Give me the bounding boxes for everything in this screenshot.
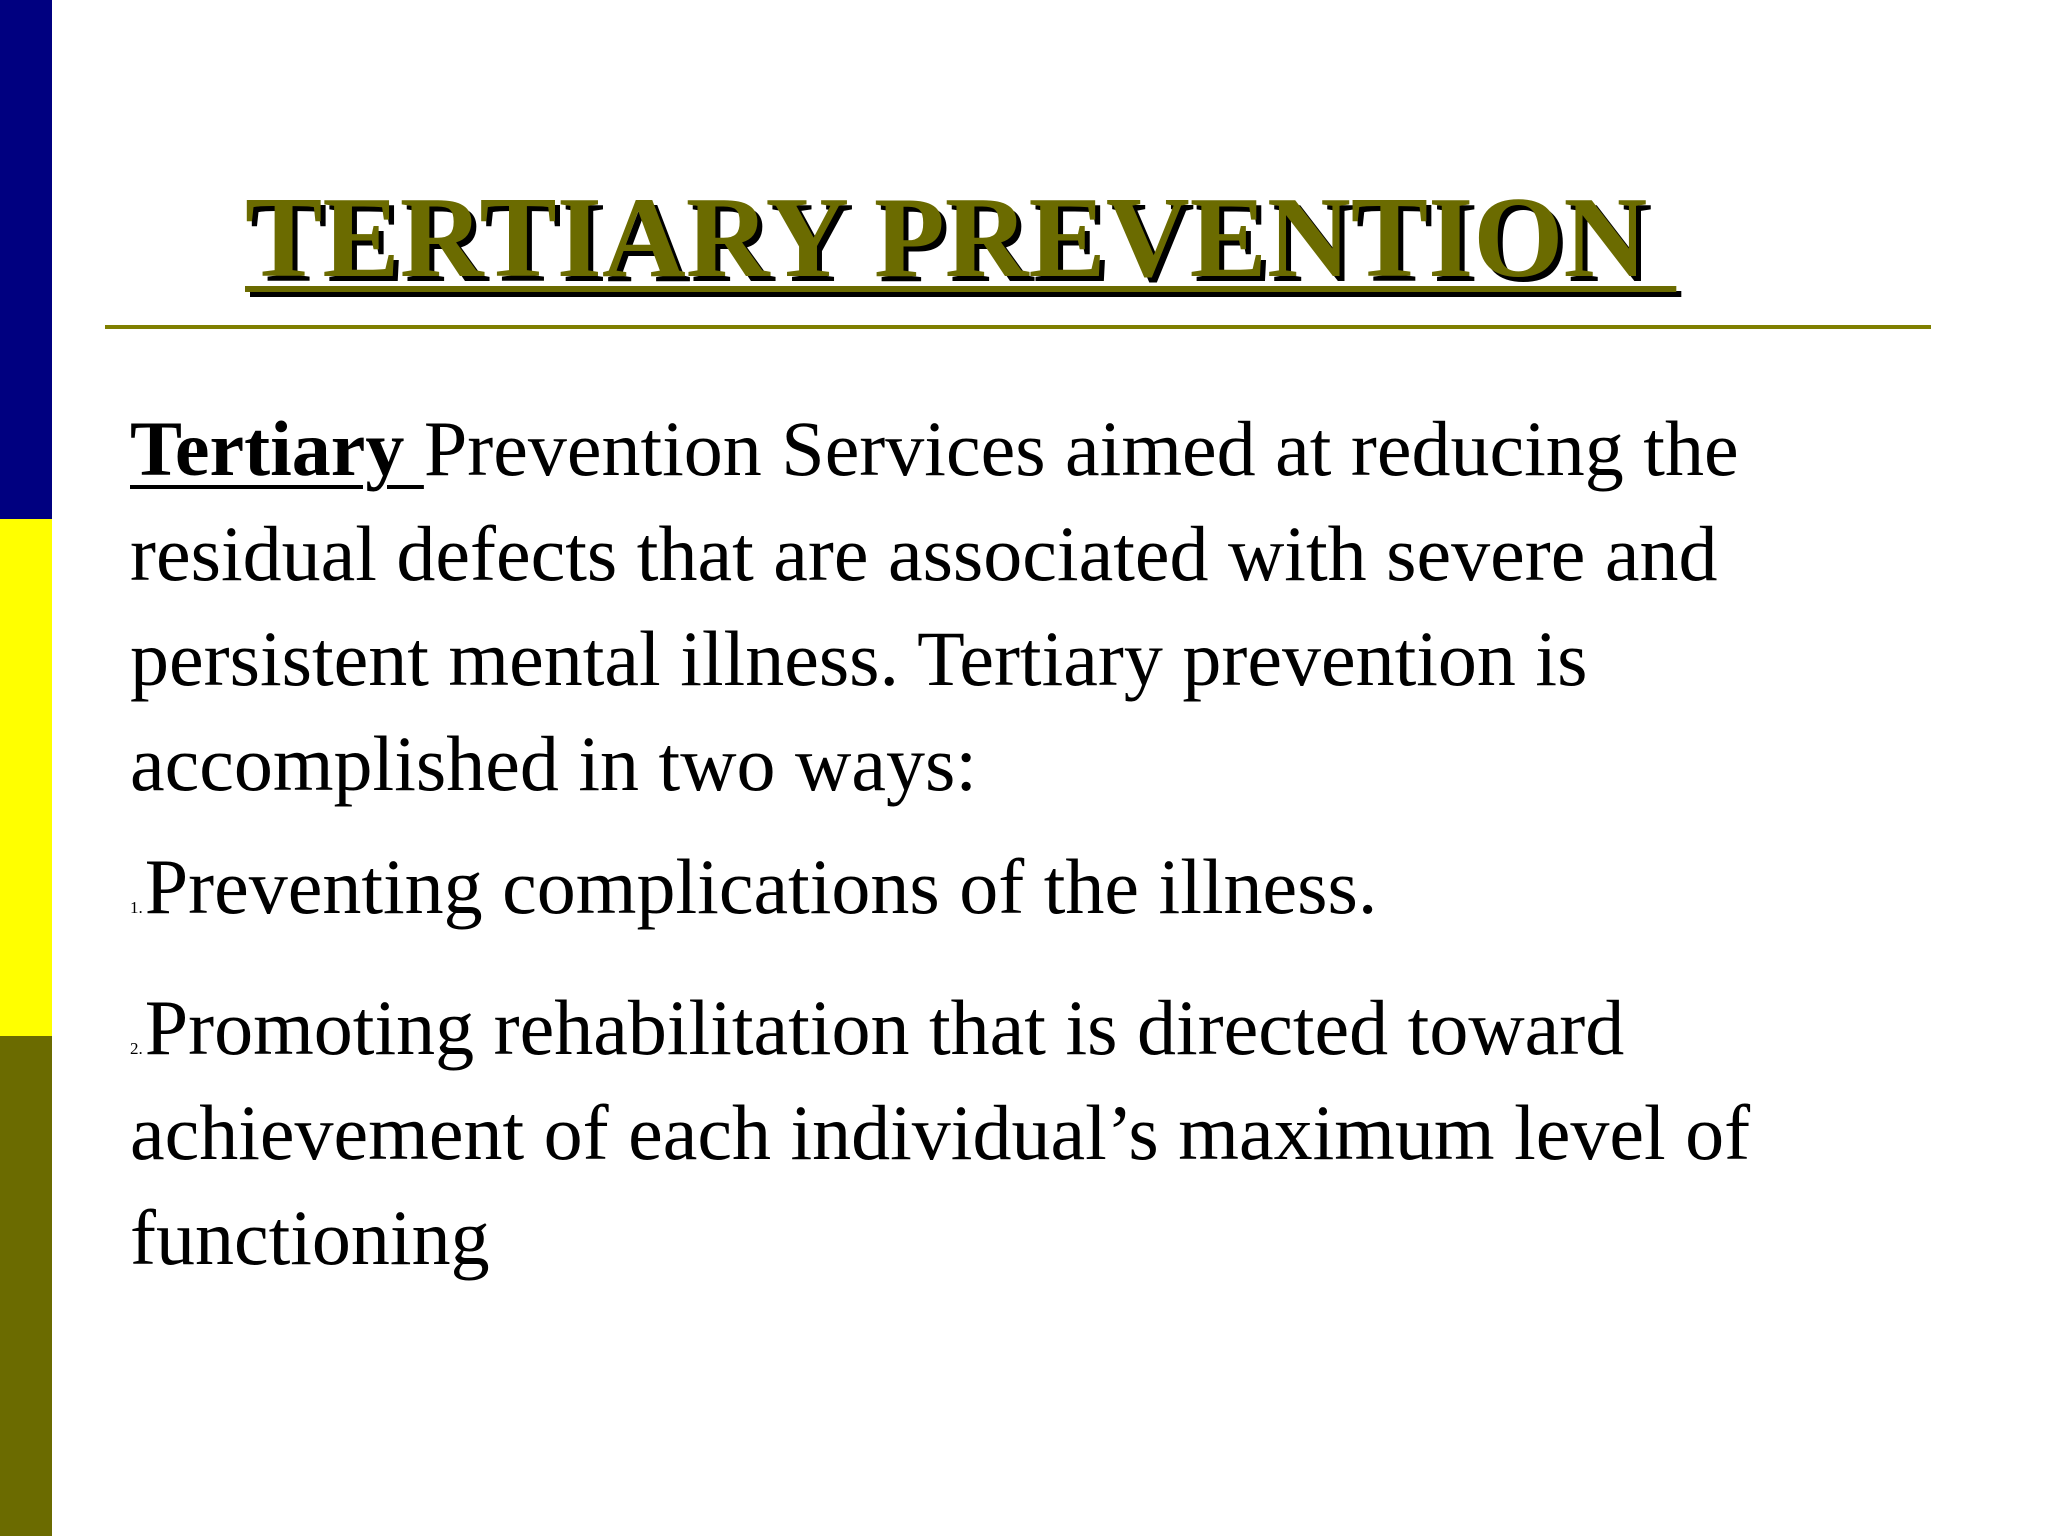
slide-title: TERTIARY PREVENTION — [245, 174, 1677, 302]
side-bar-segment-olive — [0, 1036, 52, 1536]
intro-lead-term: Tertiary — [130, 405, 424, 492]
list-item-text: Promoting rehabilitation that is directed toward achievement of each individual’s maximum level of functioning — [130, 984, 1751, 1281]
intro-text: Prevention Services aimed at reducing the residual defects that are associated with severe and persistent mental illness. Tertiary prevention is accomplished in two ways: — [130, 405, 1739, 807]
title-divider — [105, 325, 1931, 329]
list-item — [130, 834, 1930, 939]
side-bar-segment-yellow — [0, 519, 52, 1036]
side-bar-segment-navy — [0, 0, 52, 519]
intro-paragraph — [130, 396, 1930, 816]
list-item-number: 2. — [130, 1039, 143, 1058]
list-item — [130, 975, 1930, 1290]
side-color-bar — [0, 0, 52, 1536]
list-item-number: 1. — [130, 898, 143, 917]
slide-body — [130, 396, 1930, 1326]
list-item-text: Preventing complications of the illness. — [144, 843, 1378, 930]
